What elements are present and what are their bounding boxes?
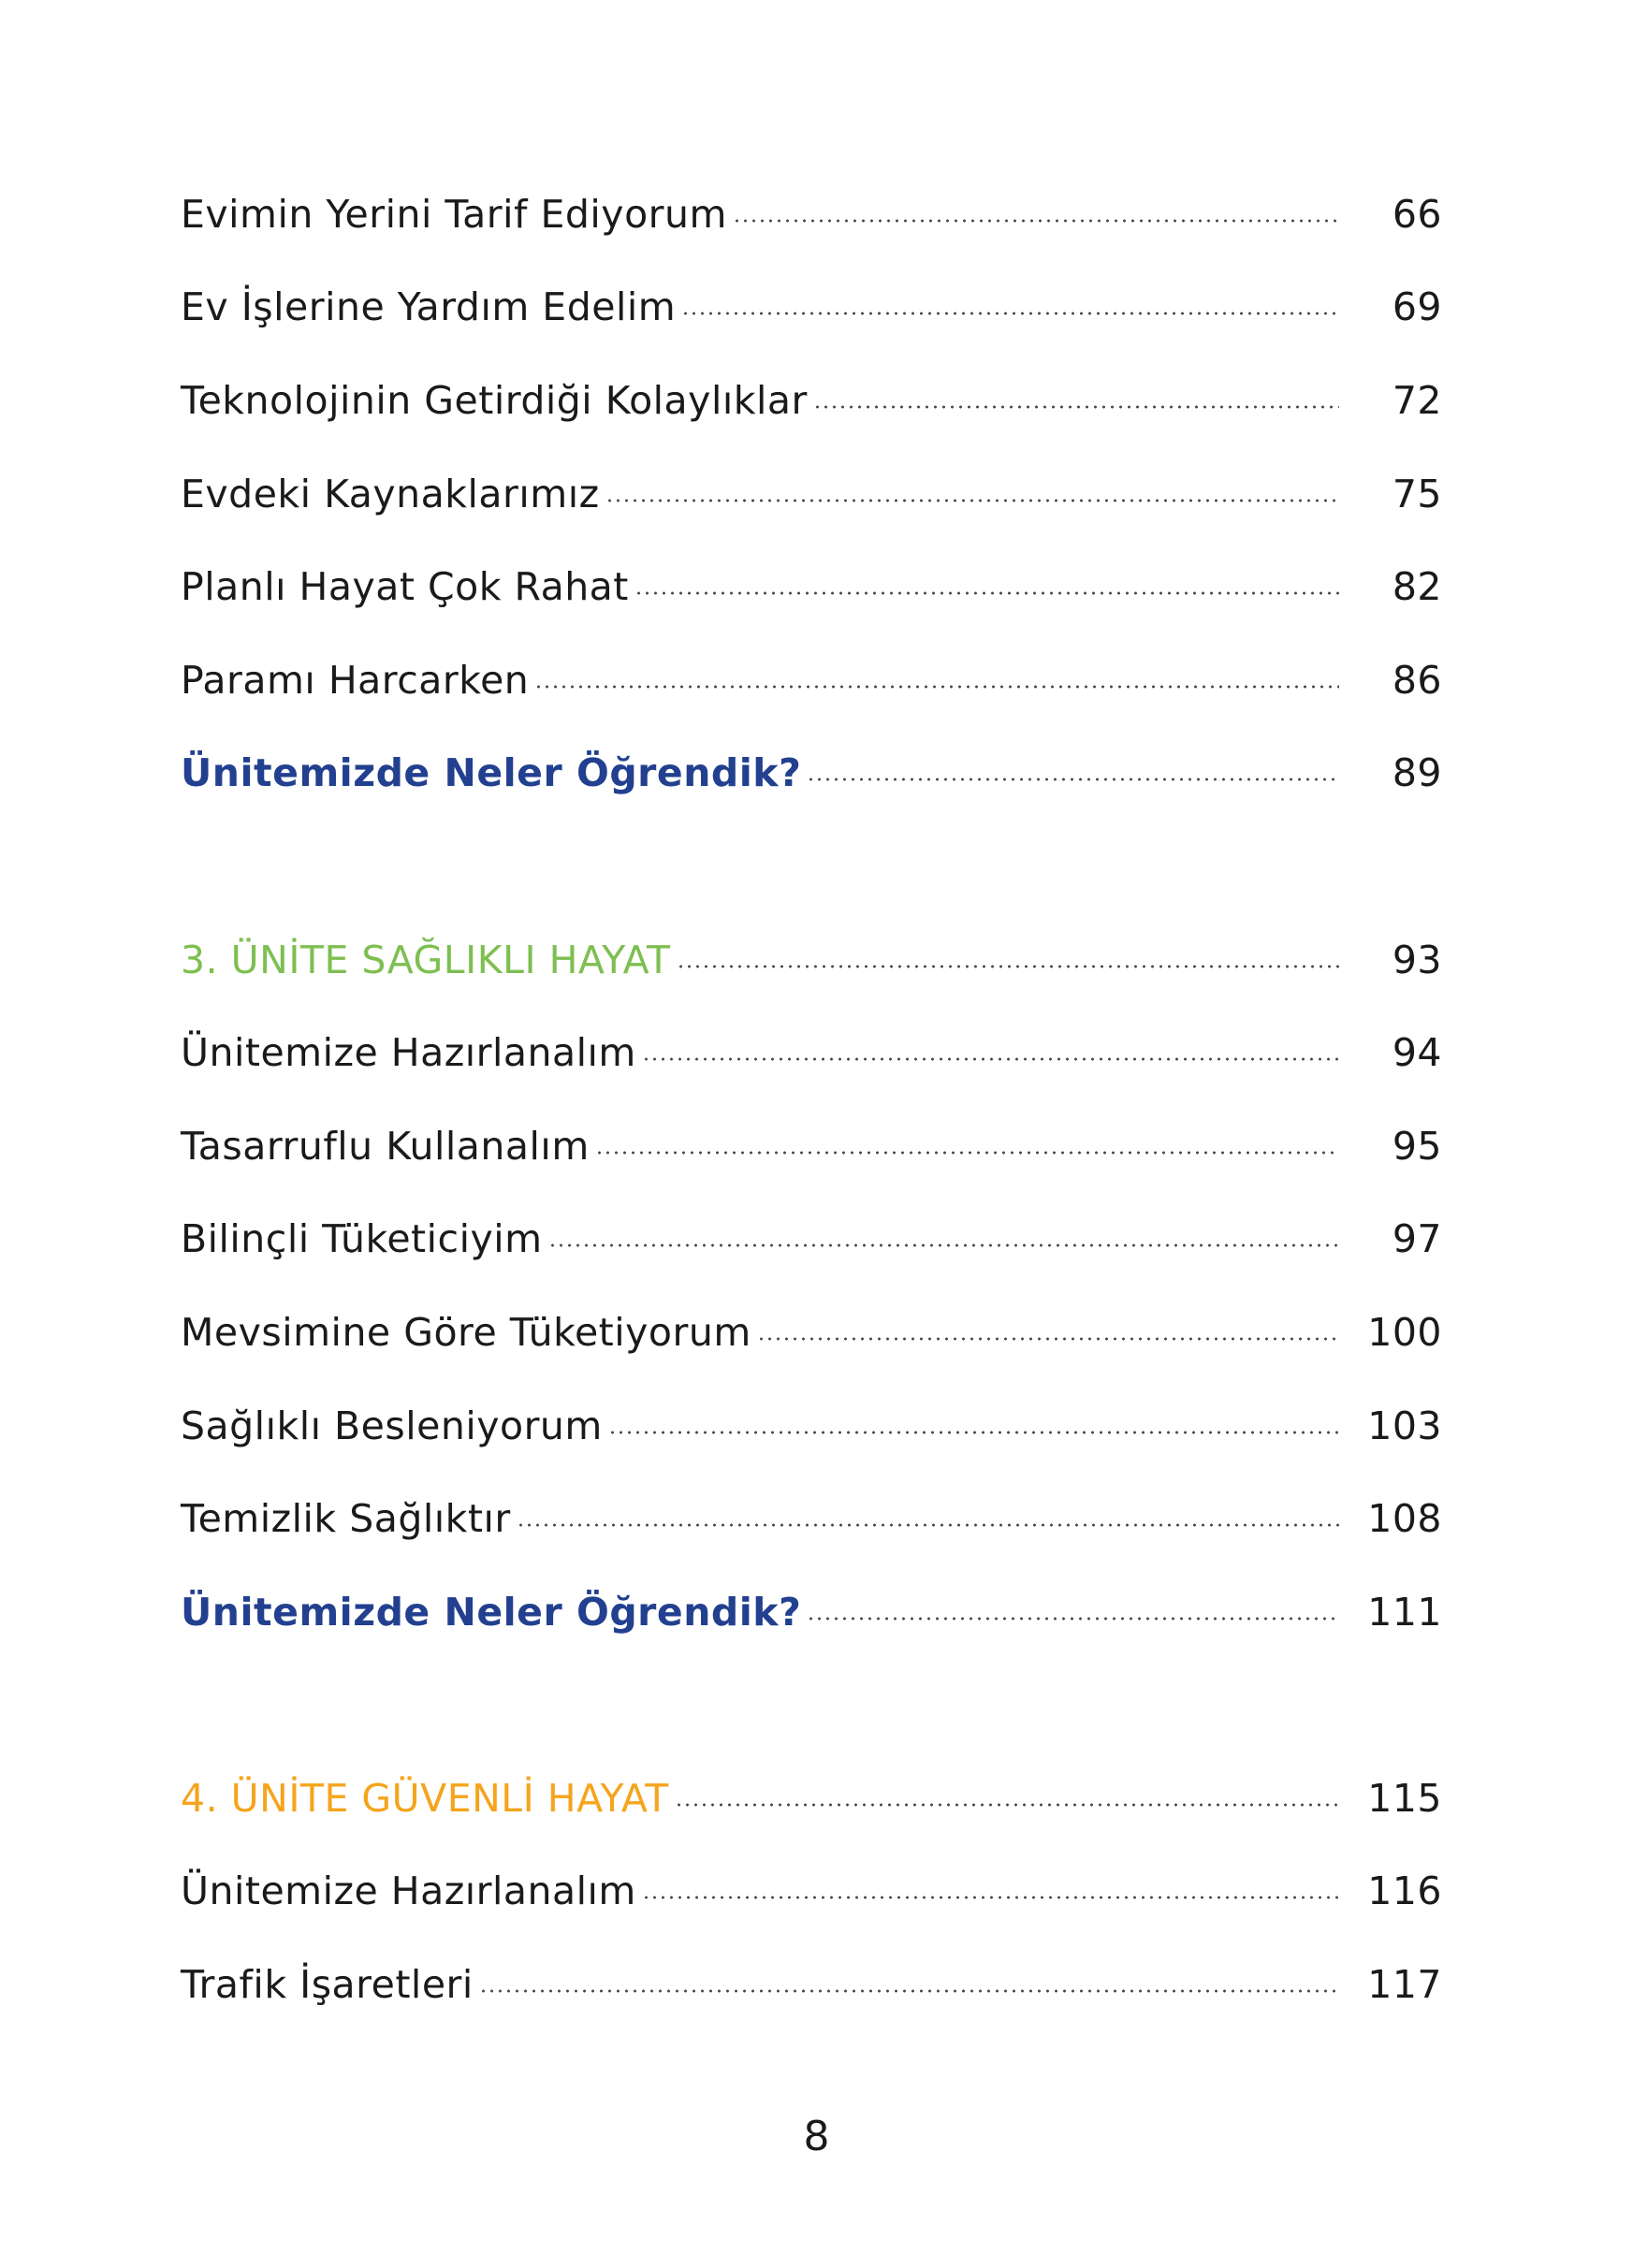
dot-leader (634, 591, 1339, 595)
toc-entry (181, 1845, 1442, 1939)
toc-section (181, 913, 1442, 1659)
entry-title: Evimin Yerini Tarif Ediyorum (181, 191, 727, 237)
entry-title: Paramı Harcarken (181, 657, 530, 703)
entry-title: Ev İşlerine Yardım Edelim (181, 284, 677, 330)
entry-title: Bilinçli Tüketiciyim (181, 1216, 543, 1262)
dot-leader (677, 965, 1339, 968)
entry-title: Tasarruflu Kullanalım (181, 1123, 590, 1169)
toc-section (181, 167, 1442, 820)
entry-title: Planlı Hayat Çok Rahat (181, 564, 629, 610)
toc-entry (181, 1193, 1442, 1287)
dot-leader (479, 1989, 1339, 1993)
entry-title: 4. ÜNİTE GÜVENLİ HAYAT (181, 1775, 669, 1821)
dot-leader (807, 1617, 1339, 1621)
dot-leader (813, 405, 1339, 409)
toc-entry (181, 1938, 1442, 2031)
entry-page: 89 (1392, 750, 1442, 796)
dot-leader (675, 1803, 1339, 1807)
entry-page: 94 (1392, 1030, 1442, 1076)
dot-leader (595, 1151, 1339, 1155)
toc-unit-heading (181, 913, 1442, 1007)
toc-entry (181, 633, 1442, 727)
entry-page: 116 (1367, 1868, 1442, 1914)
entry-title: Ünitemizde Neler Öğrendik? (181, 1589, 802, 1635)
toc-entry (181, 354, 1442, 447)
toc-entry (181, 1379, 1442, 1473)
entry-page: 93 (1392, 937, 1442, 982)
entry-page: 103 (1367, 1403, 1442, 1448)
entry-title: Evdeki Kaynaklarımız (181, 471, 600, 516)
toc-section (181, 1752, 1442, 2031)
toc-review-entry (181, 1565, 1442, 1659)
entry-title: Sağlıklı Besleniyorum (181, 1403, 603, 1448)
toc-entry (181, 1006, 1442, 1099)
entry-title: Temizlik Sağlıktır (181, 1496, 511, 1542)
entry-page: 108 (1367, 1496, 1442, 1542)
page-number: 8 (803, 2113, 830, 2160)
entry-page: 69 (1392, 284, 1442, 330)
toc-review-entry (181, 727, 1442, 821)
entry-title: Teknolojinin Getirdiği Kolaylıklar (181, 377, 808, 423)
entry-title: Mevsimine Göre Tüketiyorum (181, 1309, 751, 1355)
entry-page: 115 (1367, 1775, 1442, 1821)
dot-leader (807, 778, 1339, 781)
entry-page: 97 (1392, 1216, 1442, 1262)
dot-leader (642, 1057, 1339, 1061)
toc-entry (181, 447, 1442, 541)
dot-leader (605, 499, 1339, 502)
entry-title: Ünitemize Hazırlanalım (181, 1030, 636, 1076)
entry-title: Trafik İşaretleri (181, 1962, 474, 2008)
toc-unit-heading (181, 1752, 1442, 1845)
entry-page: 82 (1392, 564, 1442, 610)
table-of-contents (181, 167, 1442, 2124)
entry-page: 117 (1367, 1962, 1442, 2008)
toc-entry (181, 167, 1442, 261)
entry-page: 72 (1392, 377, 1442, 423)
entry-page: 111 (1367, 1589, 1442, 1635)
entry-page: 100 (1367, 1309, 1442, 1355)
dot-leader (733, 219, 1339, 223)
entry-title: Ünitemize Hazırlanalım (181, 1868, 636, 1914)
toc-entry (181, 261, 1442, 355)
dot-leader (517, 1523, 1339, 1527)
toc-entry (181, 540, 1442, 633)
entry-page: 95 (1392, 1123, 1442, 1169)
entry-page: 86 (1392, 657, 1442, 703)
entry-page: 66 (1392, 191, 1442, 237)
toc-entry (181, 1472, 1442, 1565)
dot-leader (548, 1243, 1339, 1247)
toc-entry (181, 1286, 1442, 1379)
toc-entry (181, 1099, 1442, 1193)
dot-leader (534, 685, 1339, 689)
dot-leader (757, 1337, 1339, 1341)
entry-title: Ünitemizde Neler Öğrendik? (181, 750, 802, 796)
entry-page: 75 (1392, 471, 1442, 516)
dot-leader (608, 1431, 1339, 1434)
entry-title: 3. ÜNİTE SAĞLIKLI HAYAT (181, 937, 671, 982)
dot-leader (681, 312, 1339, 315)
dot-leader (642, 1896, 1339, 1899)
